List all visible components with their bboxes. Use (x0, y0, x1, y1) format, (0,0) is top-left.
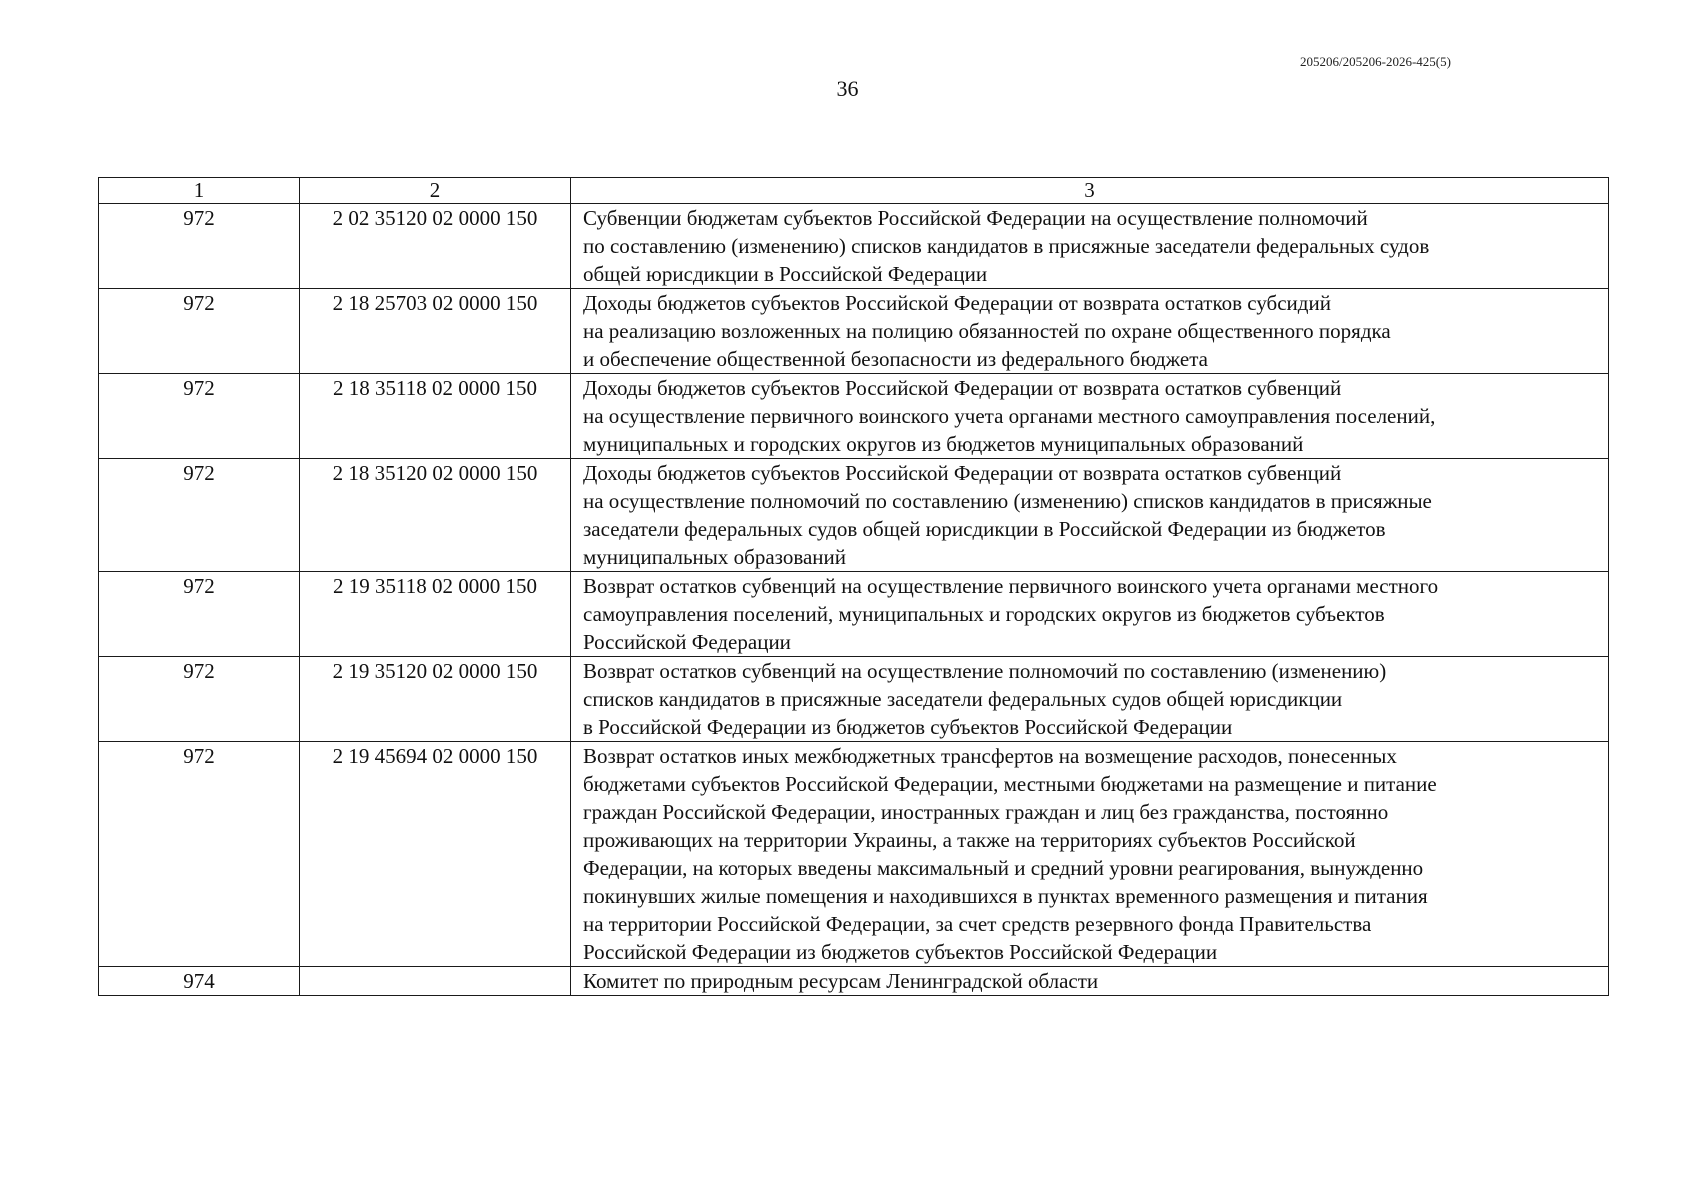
admin-code-cell: 972 (99, 204, 300, 289)
description-line: самоуправления поселений, муниципальных и городских округов из бюджетов субъектов (583, 602, 1385, 626)
table-row (99, 657, 1609, 742)
description-line: Возврат остатков иных межбюджетных трансфертов на возмещение расходов, понесенных (583, 744, 1397, 768)
budget-code-cell: 2 18 35120 02 0000 150 (300, 459, 571, 572)
document-id: 205206/205206-2026-425(5) (1300, 54, 1451, 69)
table-row (99, 204, 1609, 289)
budget-code-cell: 2 18 25703 02 0000 150 (300, 289, 571, 374)
table-row (99, 374, 1609, 459)
description-line: на осуществление первичного воинского учета органами местного самоуправления поселений, (583, 404, 1436, 428)
description-line: граждан Российской Федерации, иностранных граждан и лиц без гражданства, постоянно (583, 800, 1389, 824)
admin-code-cell: 972 (99, 572, 300, 657)
description-line: Доходы бюджетов субъектов Российской Федерации от возврата остатков субвенций (583, 461, 1342, 485)
description-line: Федерации, на которых введены максимальный и средний уровни реагирования, вынужденно (583, 856, 1424, 880)
description-line: на осуществление полномочий по составлению (изменению) списков кандидатов в присяжные (583, 489, 1432, 513)
budget-code-cell: 2 18 35118 02 0000 150 (300, 374, 571, 459)
admin-code-cell: 972 (99, 374, 300, 459)
description-line: Комитет по природным ресурсам Ленинградской области (583, 969, 1099, 993)
description-line: на территории Российской Федерации, за счет средств резервного фонда Правительства (583, 912, 1372, 936)
description-line: покинувших жилые помещения и находившихся в пунктах временного размещения и питания (583, 884, 1428, 908)
table-row (99, 459, 1609, 572)
description-cell (571, 572, 1609, 657)
description-cell (571, 374, 1609, 459)
table-row (99, 967, 1609, 996)
description-line: бюджетами субъектов Российской Федерации, местными бюджетами на размещение и питание (583, 772, 1437, 796)
description-line: Российской Федерации (583, 630, 791, 654)
admin-code-cell: 972 (99, 742, 300, 967)
admin-code-cell: 972 (99, 657, 300, 742)
description-line: списков кандидатов в присяжные заседатели федеральных судов общей юрисдикции (583, 687, 1343, 711)
description-cell (571, 204, 1609, 289)
description-line: Российской Федерации из бюджетов субъектов Российской Федерации (583, 940, 1218, 964)
budget-code-cell: 2 19 35120 02 0000 150 (300, 657, 571, 742)
column-header-3: 3 (571, 178, 1609, 204)
description-line: Возврат остатков субвенций на осуществление первичного воинского учета органами местного (583, 574, 1439, 598)
description-line: заседатели федеральных судов общей юрисдикции в Российской Федерации из бюджетов (583, 517, 1386, 541)
description-line: муниципальных образований (583, 545, 846, 569)
budget-code-cell (300, 967, 571, 996)
table-row (99, 289, 1609, 374)
budget-codes-table (98, 177, 1609, 996)
description-line: общей юрисдикции в Российской Федерации (583, 262, 988, 286)
description-line: по составлению (изменению) списков кандидатов в присяжные заседатели федеральных судов (583, 234, 1430, 258)
description-line: в Российской Федерации из бюджетов субъектов Российской Федерации (583, 715, 1233, 739)
budget-code-cell: 2 19 45694 02 0000 150 (300, 742, 571, 967)
description-cell (571, 967, 1609, 996)
budget-code-cell: 2 19 35118 02 0000 150 (300, 572, 571, 657)
column-header-2: 2 (300, 178, 571, 204)
description-cell (571, 742, 1609, 967)
table-header-row (99, 178, 1609, 204)
page-number: 36 (836, 76, 859, 101)
description-line: Субвенции бюджетам субъектов Российской Федерации на осуществление полномочий (583, 206, 1368, 230)
description-line: и обеспечение общественной безопасности из федерального бюджета (583, 347, 1208, 371)
description-cell (571, 289, 1609, 374)
description-line: Доходы бюджетов субъектов Российской Федерации от возврата остатков субсидий (583, 291, 1331, 315)
column-header-1: 1 (99, 178, 300, 204)
description-line: Доходы бюджетов субъектов Российской Федерации от возврата остатков субвенций (583, 376, 1342, 400)
description-cell (571, 459, 1609, 572)
description-line: на реализацию возложенных на полицию обязанностей по охране общественного порядка (583, 319, 1391, 343)
budget-code-cell: 2 02 35120 02 0000 150 (300, 204, 571, 289)
description-line: муниципальных и городских округов из бюджетов муниципальных образований (583, 432, 1304, 456)
admin-code-cell: 972 (99, 459, 300, 572)
admin-code-cell: 972 (99, 289, 300, 374)
admin-code-cell: 974 (99, 967, 300, 996)
description-line: проживающих на территории Украины, а также на территориях субъектов Российской (583, 828, 1356, 852)
table-row (99, 742, 1609, 967)
description-line: Возврат остатков субвенций на осуществление полномочий по составлению (изменению) (583, 659, 1387, 683)
description-cell (571, 657, 1609, 742)
table-row (99, 572, 1609, 657)
